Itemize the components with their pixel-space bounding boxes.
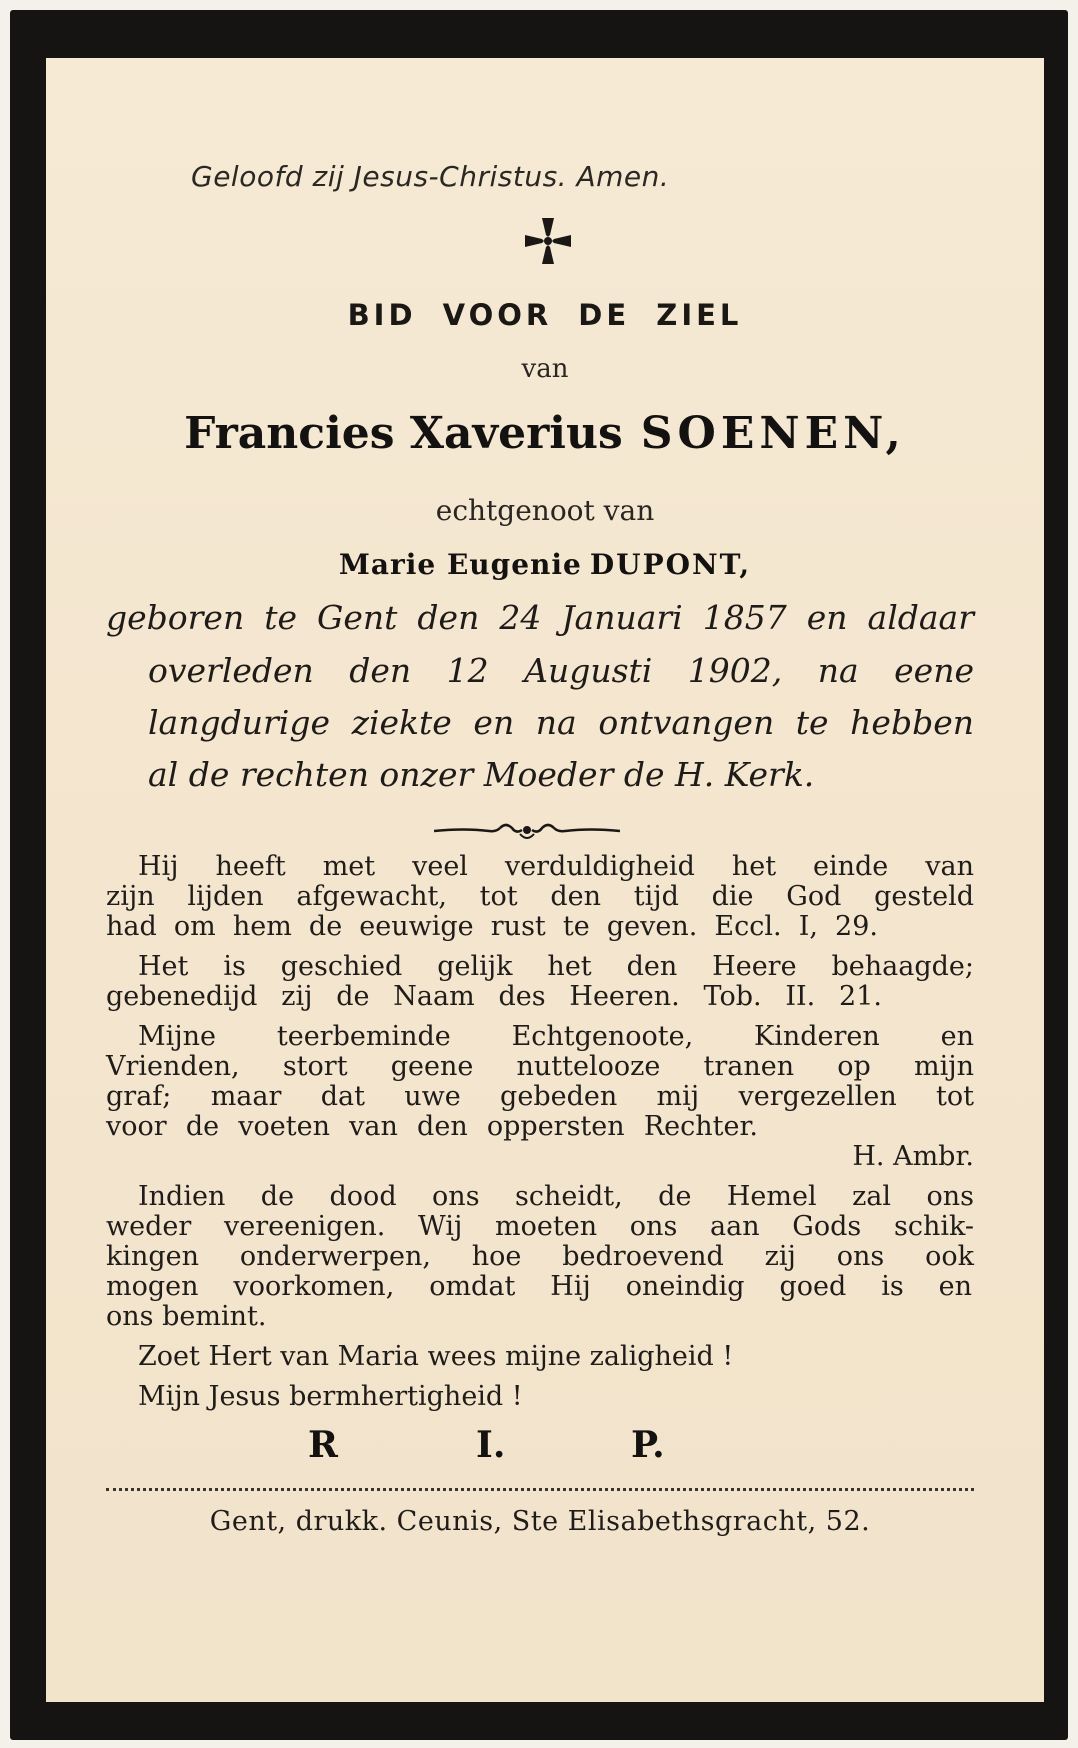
deceased-surname: SOENEN,	[640, 408, 906, 459]
bio-line-4: al de rechten onzer Moeder de H. Kerk.	[148, 755, 815, 794]
memorial-card-border	[10, 10, 1068, 1740]
motto-line: Geloofd zij Jesus-Christus. Amen.	[191, 160, 670, 193]
invocation-jesus: Mijn Jesus bermhertigheid !	[138, 1381, 523, 1412]
paragraph-4-line-5: ons bemint.	[106, 1301, 267, 1332]
rip-letter-i: I.	[476, 1424, 506, 1466]
dotted-divider	[106, 1488, 974, 1491]
scroll-ornament-icon	[434, 818, 620, 844]
paragraph-3-line-4: voor de voeten van den oppersten Rechter.	[106, 1111, 758, 1142]
paragraph-2-line-1: Het is geschied gelijk het den Heere behaagde;	[138, 951, 974, 982]
van-line: van	[521, 354, 569, 384]
rip-letter-r: R	[308, 1424, 338, 1466]
bio-line-3: langdurige ziekte en na ontvangen te hebben	[148, 703, 974, 742]
paragraph-3-line-3: graf; maar dat uwe gebeden mij vergezellen tot	[106, 1081, 974, 1112]
paragraph-3-line-1: Mijne teerbeminde Echtgenoote, Kinderen en	[138, 1021, 974, 1052]
paragraph-4-line-2: weder vereenigen. Wij moeten ons aan Gods schik-	[106, 1211, 974, 1242]
paragraph-4-line-3: kingen onderwerpen, hoe bedroevend zij ons ook	[106, 1241, 974, 1272]
printer-imprint: Gent, drukk. Ceunis, Ste Elisabethsgracht, 52.	[209, 1506, 871, 1537]
invocation-maria: Zoet Hert van Maria wees mijne zaligheid !	[138, 1341, 734, 1372]
paragraph-3-line-2: Vrienden, stort geene nutteloozе tranen op mijn	[106, 1051, 974, 1082]
prayer-heading: BID VOOR DE ZIEL	[347, 298, 743, 332]
memorial-card-paper	[46, 58, 1044, 1702]
spouse-surname: DUPONT,	[589, 548, 752, 581]
bio-line-2: overleden den 12 Augusti 1902, na eene	[148, 651, 974, 690]
spouse-prefix: echtgenoot van	[435, 494, 655, 527]
deceased-given-names: Francies Xaverius	[184, 408, 623, 459]
rip-letter-p: P.	[631, 1424, 665, 1466]
spouse-name	[46, 548, 1044, 581]
paragraph-3-source: H. Ambr.	[852, 1141, 974, 1172]
bio-line-1: geboren te Gent den 24 Januari 1857 en aldaar	[106, 598, 974, 637]
paragraph-1-line-2: zijn lijden afgewacht, tot den tijd die God gesteld	[106, 881, 974, 912]
paragraph-2-line-2: gebenedijd zij de Naam des Heeren. Tob. II. 21.	[106, 981, 882, 1012]
deceased-name	[46, 408, 1044, 459]
spouse-given-names: Marie Eugenie	[338, 548, 582, 581]
paragraph-1-line-3: had om hem de eeuwige rust te geven. Eccl. I, 29.	[106, 911, 878, 942]
paragraph-1-line-1: Hij heeft met veel verduldigheid het einde van	[138, 851, 974, 882]
cross-pattee-icon	[523, 216, 573, 266]
paragraph-4-line-1: Indien de dood ons scheidt, de Hemel zal ons	[138, 1181, 974, 1212]
paragraph-4-line-4: mogen voorkomen, omdat Hij oneindig goed is en	[106, 1271, 972, 1302]
